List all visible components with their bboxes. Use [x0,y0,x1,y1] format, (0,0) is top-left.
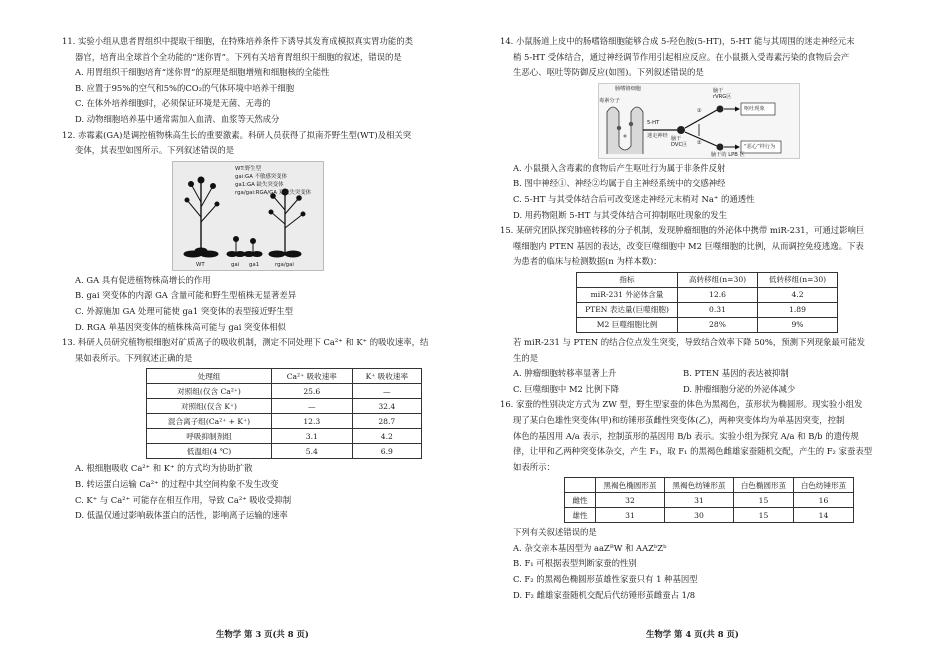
q15-after-line1: 若 miR-231 与 PTEN 的结合位点发生突变，导致结合效率下降 50%，预测下列现象最可能发 [513,336,865,347]
q13-option-c: C. K⁺ 与 Ca²⁺ 可能存在相互作用，导致 Ca²⁺ 吸收受抑制 [75,494,292,505]
table-cell: 混合离子组(Ca²⁺ + K⁺) [147,414,272,429]
page-footer-right: 生物学 第 4 页(共 8 页) [646,629,739,639]
question-13 [62,335,464,524]
q14-stem-line2: 梢 5-HT 受体结合，通过神经调节作用引起相应反应。在小鼠摄入受毒素污染的食物后会产 [513,51,850,62]
q16-option-c: C. F₂ 的黑褐色椭圆形茧雄性家蚕只有 1 种基因型 [513,574,698,585]
table-cell: — [352,384,421,399]
q16-stem-line4: 律，让甲和乙两种突变体杂交，产生 F₁，取 F₁ 的黑褐色雌雄家蚕随机交配，产生的 F₂ 家蚕表型 [513,446,873,457]
legend-rga-gai: rga/gai:RGA/GA 双缺失突变体 [235,189,312,196]
q13-option-d: D. 低温仅通过影响载体蛋白的活性，影响离子运输的速率 [75,510,288,521]
table-cell: 25.6 [272,384,353,399]
question-12 [62,128,464,336]
label-brainstem-2: 脑干 [671,135,682,142]
q12-stem-line2: 变体，其表型如图所示。下列叙述错误的是 [75,145,235,156]
table-row [577,317,838,332]
q14-option-d: D. 用药物阻断 5-HT 与其受体结合可抑制呕吐现象的发生 [513,209,727,220]
q16-after: 下列有关叙述错误的是 [513,527,597,538]
q15-option-b: B. PTEN 基因的表达被抑制 [683,368,789,379]
q13-stem-line1: 13. 科研人员研究植物根细胞对矿质离子的吸收机制，测定不同处理下 Ca²⁺ 和 K⁺ 的吸收速率，结 [62,337,429,348]
right-column [500,34,904,603]
q15-option-d: D. 肿瘤细胞分泌的外泌体减少 [683,383,796,394]
q16-stem-line2: 现了某白色雄性突变体(甲)和纺锤形茧雌性突变体(乙)，两种突变体均为单基因突变，控制 [513,414,845,425]
table-cell: 15 [734,493,794,508]
table-header: 白色椭圆形茧 [734,478,794,493]
q16-option-d: D. F₂ 雌雄家蚕随机交配后代纺锤形茧雌蚕占 1/8 [513,589,696,600]
q15-table [576,272,838,333]
q12-option-b: B. gai 突变体的内源 GA 含量可能和野生型植株无显著差异 [75,290,297,301]
table-cell: 1.89 [758,302,838,317]
table-cell: 呼吸抑制剂组 [147,429,272,444]
table-header: Ca²⁺ 吸收速率 [272,369,353,384]
table-cell: 12.3 [272,414,353,429]
q12-option-c: C. 外源施加 GA 处理可能使 ga1 突变体的表型接近野生型 [75,305,294,316]
q15-stem-line2: 噬细胞内 PTEN 基因的表达，改变巨噬细胞中 M2 巨噬细胞的比例，从而调控免疫逃逸。下表 [513,240,864,251]
label-rvrg: rVRG区 [713,93,732,100]
table-cell: 16 [793,493,853,508]
q14-option-b: B. 图中神经①、神经②均属于自主神经系统中的交感神经 [513,178,726,189]
table-cell: 对照组(仅含 Ca²⁺) [147,384,272,399]
q16-option-a: A. 杂交亲本基因型为 aaZᴮW 和 AAZᵇZᵇ [513,542,667,553]
table-cell: 对照组(仅含 K⁺) [147,399,272,414]
label-ga1: ga1 [249,261,260,268]
q11-option-a: A. 用胃组织干细胞培育“迷你胃”的原理是细胞增殖和细胞核的全能性 [75,67,330,78]
table-row [147,429,422,444]
table-cell: 0.31 [678,302,758,317]
q12-option-a: A. GA 具有促进植物株高增长的作用 [75,274,211,285]
label-dvc: DVC区 [671,141,688,148]
label-toxin: 毒素分子 [599,97,620,104]
table-header-row [147,369,422,384]
table-cell: miR-231 外泌体含量 [577,287,678,302]
q12-option-d: D. RGA 单基因突变体的植株株高可能与 gai 突变体相似 [75,321,286,332]
table-header [565,478,596,493]
label-rga-gai: rga/gai [275,261,294,268]
q14-option-a: A. 小鼠摄入含毒素的食物后产生呕吐行为属于非条件反射 [513,162,726,173]
q16-stem-line3: 体色的基因用 A/a 表示，控制茧形的基因用 B/b 表示。实验小组为探究 A/a 和 B/b 的遗传规 [513,430,859,441]
table-header-row [577,272,838,287]
q13-option-a: A. 根细胞吸收 Ca²⁺ 和 K⁺ 的方式均为协助扩散 [75,463,253,474]
table-cell: 6.9 [352,444,421,459]
table-cell: 9% [758,317,838,332]
table-cell: 31 [665,493,734,508]
table-header-row [565,478,854,493]
q15-options-row2 [500,382,904,398]
table-cell: 28.7 [352,414,421,429]
table-row [565,493,854,508]
label-wt: WT [196,261,205,268]
table-cell: 5.4 [272,444,353,459]
page-footer-left: 生物学 第 3 页(共 8 页) [216,629,309,639]
q11-option-b: B. 应置于95%的空气和5%的CO₂的气体环境中培养干细胞 [75,82,295,93]
question-14 [500,34,904,223]
table-header: 指标 [577,272,678,287]
table-cell: 28% [678,317,758,332]
q16-stem-line5: 如表所示： [513,461,555,472]
q15-stem-line1: 15. 某研究团队探究肺癌转移的分子机制，发现肿瘤细胞的外泌体中携带 miR-231，可通过影响巨 [500,225,865,236]
table-header: 黑褐色椭圆形茧 [596,478,665,493]
label-vagus: 迷走神经 [647,132,668,139]
table-row [147,414,422,429]
table-cell: 4.2 [352,429,421,444]
table-row [147,399,422,414]
q16-option-b: B. F₁ 可根据表型判断家蚕的性别 [513,558,637,569]
q11-stem-line1: 11. 实验小组从患者胃组织中提取干细胞，在特殊培养条件下诱导其发育成模拟真实胃功能的类 [62,36,413,46]
q15-stem-line3: 为患者的临床与检测数据(n 为样本数)： [513,256,662,267]
q14-option-c: C. 5-HT 与其受体结合后可改变迷走神经元末梢对 Na⁺ 的通透性 [513,193,755,204]
label-vomit: 呕吐现象 [744,105,765,112]
table-header: 处理组 [147,369,272,384]
q14-neural-figure [598,83,800,159]
table-cell: 4.2 [758,287,838,302]
neural-figure-labels [599,84,799,158]
table-cell: PTEN 表达量(巨噬细胞) [577,302,678,317]
label-lpb: 脑干的 LPB 区 [711,151,745,158]
label-brainstem-1: 脑干 [713,87,724,94]
q15-option-a: A. 肿瘤细胞转移率显著上升 [513,368,617,379]
table-cell: 32.4 [352,399,421,414]
table-header: 黑褐色纺锤形茧 [665,478,734,493]
label-5ht: 5-HT [647,119,660,126]
question-11 [62,34,464,128]
table-row [577,302,838,317]
label-nausea: “恶心”样行为 [744,143,776,150]
table-header: K⁺ 吸收速率 [352,369,421,384]
label-nerve-1: ① [697,107,702,114]
q11-option-c: C. 在体外培养细胞时，必须保证环境是无菌、无毒的 [75,98,271,109]
question-16 [500,397,904,603]
wt-plant-drawing [184,177,219,257]
table-cell: 31 [596,508,665,523]
q11-stem-line2: 器官，培育出全球首个全功能的“迷你胃”。下列有关培育胃组织干细胞的叙述，错误的是 [75,51,402,62]
plant-legend [235,165,311,197]
legend-gai: gai:GA 不敏感突变体 [235,173,287,180]
table-cell: 30 [665,508,734,523]
table-row [577,287,838,302]
table-cell: 14 [793,508,853,523]
q16-table [564,477,854,523]
table-cell: M2 巨噬细胞比例 [577,317,678,332]
table-cell: 15 [734,508,794,523]
q14-stem-line1: 14. 小鼠肠道上皮中的肠嗜铬细胞能够合成 5-羟色胺(5-HT)，5-HT 能与其周围的迷走神经元末 [500,36,855,46]
rga-gai-plant-drawing [269,189,305,257]
table-cell: 雌性 [565,493,596,508]
left-column [62,34,464,524]
q13-option-b: B. 转运蛋白运输 Ca²⁺ 的过程中其空间构象不发生改变 [75,478,279,489]
q14-stem-line3: 生恶心、呕吐等防御反应(如图)。下列叙述错误的是 [513,67,704,78]
question-15 [500,223,904,397]
label-ec-cell: 肠嗜铬细胞 [615,85,641,92]
table-row [147,384,422,399]
table-header: 高转移组(n=30) [678,272,758,287]
q16-stem-line1: 16. 家蚕的性别决定方式为 ZW 型，野生型家蚕的体色为黑褐色，茧形状为椭圆形。现实验小组发 [500,399,863,410]
table-cell: 12.6 [678,287,758,302]
q12-stem-line1: 12. 赤霉素(GA)是调控植物株高生长的重要激素。科研人员获得了拟南芥野生型(WT)及相关突 [62,129,412,140]
q11-option-d: D. 动物细胞培养基中通常需加入血清、血浆等天然成分 [75,113,280,124]
q13-table [146,368,422,459]
table-row [147,444,422,459]
table-cell: 3.1 [272,429,353,444]
gai-plant-drawing [227,236,245,256]
table-row [565,508,854,523]
table-cell: — [272,399,353,414]
table-cell: 32 [596,493,665,508]
q15-options-row1 [500,366,904,382]
table-header: 低转移组(n=30) [758,272,838,287]
label-nerve-2: ② [697,139,702,146]
q12-plant-figure [172,161,324,271]
legend-wt: WT:野生型 [235,165,262,172]
table-cell: 雄性 [565,508,596,523]
q13-stem-line2: 果如表所示。下列叙述正确的是 [75,352,193,363]
q15-option-c: C. 巨噬细胞中 M2 比例下降 [513,383,620,394]
table-cell: 低温组(4 ℃) [147,444,272,459]
q15-after-line2: 生的是 [513,352,539,363]
legend-ga1: ga1:GA 缺失突变体 [235,181,284,188]
label-gai: gai [231,261,240,268]
table-header: 白色纺锤形茧 [793,478,853,493]
ga1-plant-drawing [244,238,262,256]
